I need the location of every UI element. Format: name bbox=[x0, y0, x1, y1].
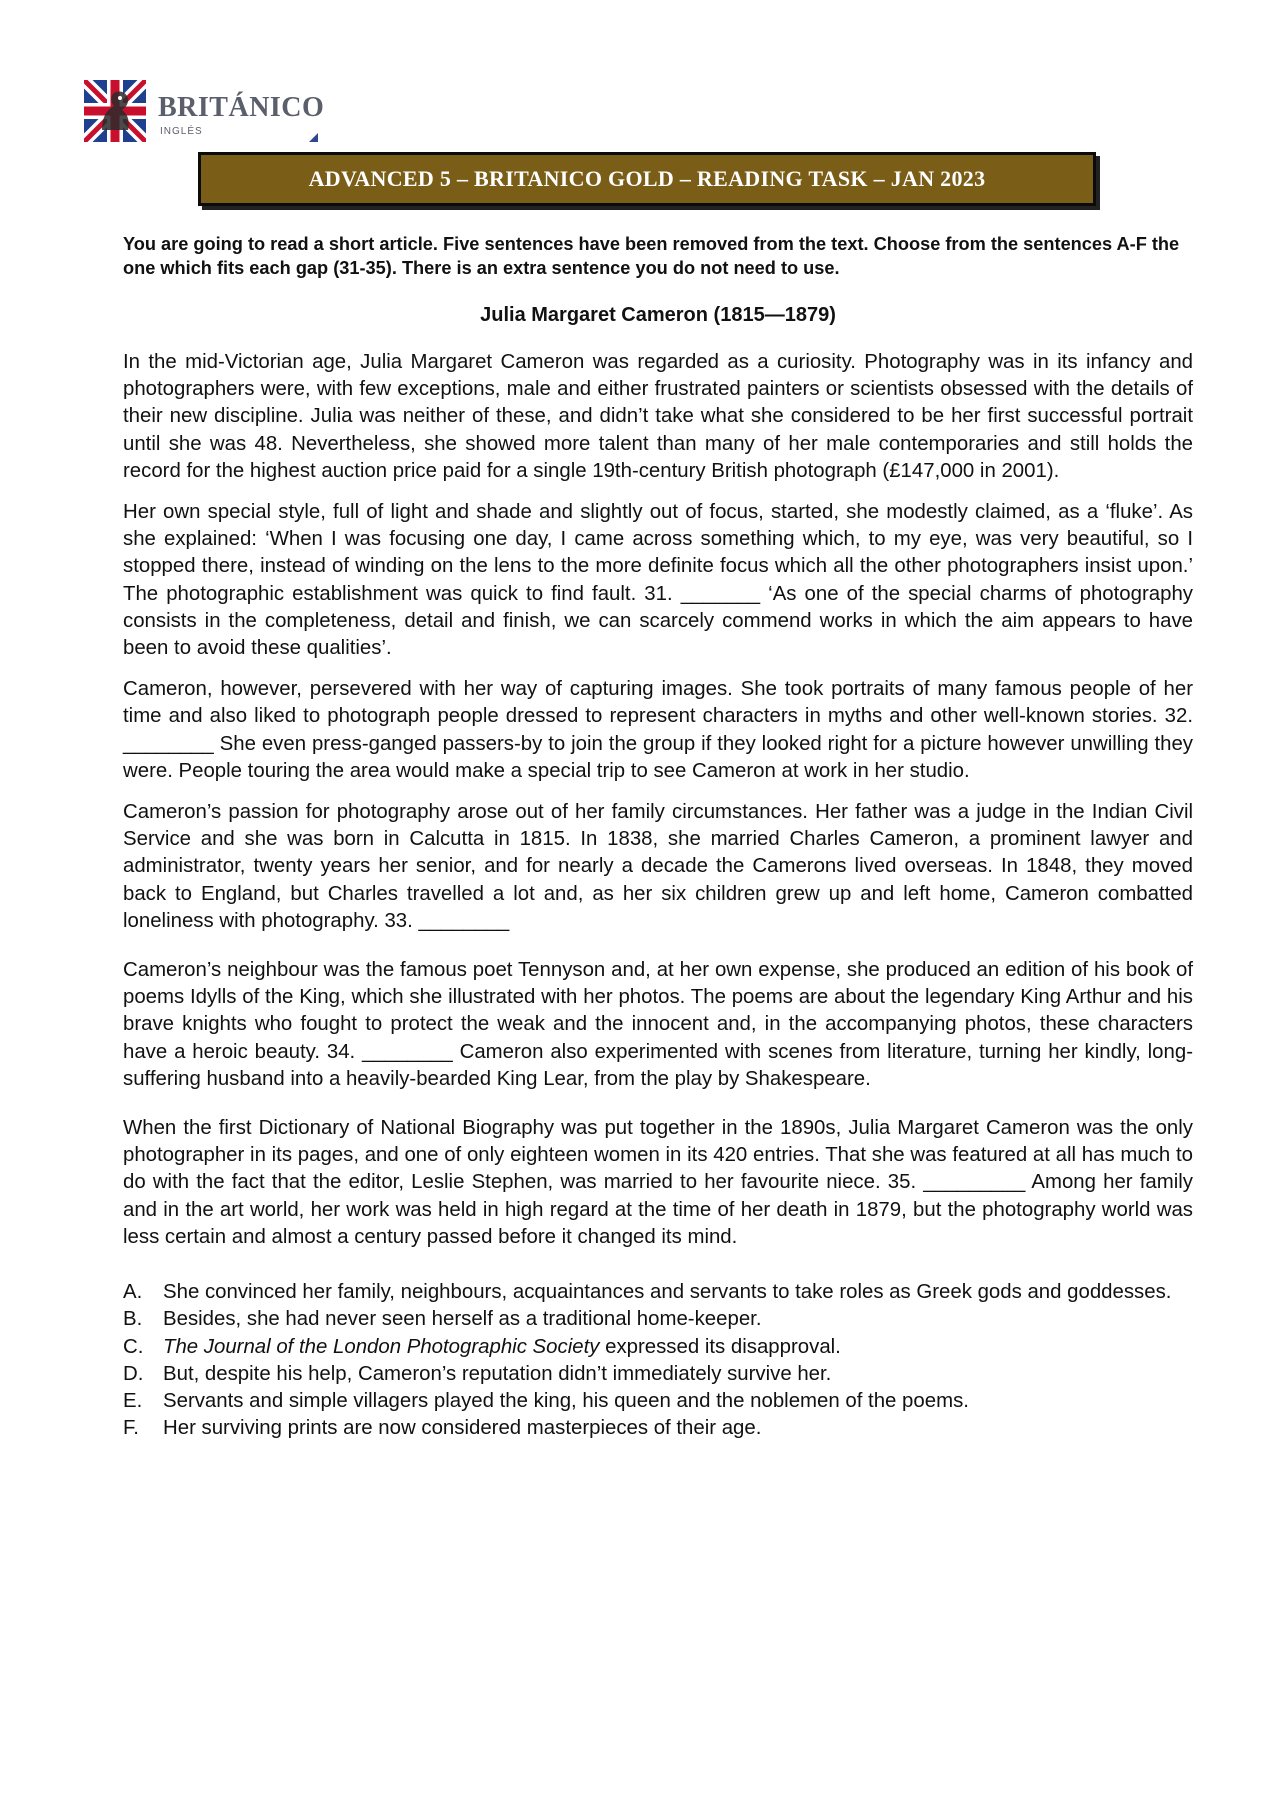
option-text: Servants and simple villagers played the king, his queen and the noblemen of the poems. bbox=[163, 1389, 969, 1412]
article-paragraph-5: Cameron’s neighbour was the famous poet Tennyson and, at her own expense, she produced an edition of his book of poems Idylls of the King, which she illustrated with her photos. The poems are about the legendary King Arthur and his brave knights who fought to protect the weak and the innocent and, in the accompanying photos, these characters have a heroic beauty. 34. ________ Cameron also experimented with scenes from literature, turning her kindly, long-suffering husband into a heavily-bearded King Lear, from the play by Shakespeare. bbox=[123, 959, 1193, 1090]
logo-subtitle: INGLÉS bbox=[160, 126, 203, 137]
banner-title: ADVANCED 5 – BRITANICO GOLD – READING TASK – JAN 2023 bbox=[308, 166, 986, 191]
option-letter: D. bbox=[123, 1362, 144, 1385]
article-paragraph-3: Cameron, however, persevered with her way of capturing images. She took portraits of many famous people of her time and also liked to photograph people dressed to represent characters in myths and other well-known stories. 32. ________ She even press-ganged passers-by to join the group if they looked right for a picture however unwilling they were. People touring the area would make a special trip to see Cameron at work in her studio. bbox=[123, 678, 1193, 782]
article-paragraph-2: Her own special style, full of light and shade and slightly out of focus, started, she modestly claimed, as a ‘fluke’. As she explained: ‘When I was focusing one day, I came across something which, to my eye, was very beautiful, so I stopped there, instead of winding on the lens to the more definite focus which all the other photographers insist upon.’ The photographic establishment was quick to find fault. 31. _______ ‘As one of the special charms of photography consists in the completeness, detail and finish, we can scarcely commend works in which the aim appears to have been to avoid these qualities’. bbox=[123, 501, 1193, 660]
logo-wordmark: BRITÁNICO bbox=[158, 92, 325, 123]
option-text-rest: expressed its disapproval. bbox=[599, 1335, 841, 1358]
option-letter: C. bbox=[123, 1335, 144, 1358]
task-instructions: You are going to read a short article. Five sentences have been removed from the text. Choose from the sentences A-F the one which fits each gap (31-35). There is an extra sentence you do not need to use. bbox=[123, 234, 1180, 278]
option-text: Her surviving prints are now considered masterpieces of their age. bbox=[163, 1417, 762, 1440]
article-paragraph-6: When the first Dictionary of National Biography was put together in the 1890s, Julia Margaret Cameron was the only photographer in its pages, and one of only eighteen women in its 420 entries. That she was featured at all has much to do with the fact that the editor, Leslie Stephen, was married to her favourite niece. 35. _________ Among her family and in the art world, her work was held in high regard at the time of her death in 1879, but the photography world was less certain and almost a century passed before it changed its mind. bbox=[123, 1117, 1193, 1248]
option-e bbox=[123, 1388, 1193, 1415]
article-paragraph-4: Cameron’s passion for photography arose out of her family circumstances. Her father was a judge in the Indian Civil Service and she was born in Calcutta in 1815. In 1838, she married Charles Cameron, a prominent lawyer and administrator, twenty years her senior, and for nearly a decade the Camerons lived overseas. In 1848, they moved back to England, but Charles travelled a lot and, as her six children grew up and left home, Cameron combatted loneliness with photography. 33. ________ bbox=[123, 801, 1193, 932]
option-a bbox=[123, 1279, 1193, 1306]
logo-accent-triangle bbox=[309, 133, 318, 142]
option-text: She convinced her family, neighbours, acquaintances and servants to take roles as Greek gods and goddesses. bbox=[163, 1281, 1172, 1304]
britanico-logo bbox=[84, 80, 324, 146]
option-letter: F. bbox=[123, 1417, 139, 1440]
title-banner bbox=[198, 152, 1096, 206]
option-text bbox=[163, 1334, 1193, 1361]
reading-content bbox=[123, 232, 1193, 1442]
article-paragraph-1: In the mid-Victorian age, Julia Margaret Cameron was regarded as a curiosity. Photography was in its infancy and photographers were, with few exceptions, male and either frustrated painters or scientists obsessed with the details of their new discipline. Julia was neither of these, and didn’t take what she considered to be her first successful portrait until she was 48. Nevertheless, she showed more talent than many of her male contemporaries and still holds the record for the highest auction price paid for a single 19th-century British photograph (£147,000 in 2001). bbox=[123, 351, 1193, 482]
option-letter: A. bbox=[123, 1281, 143, 1304]
answer-options-list bbox=[123, 1279, 1193, 1442]
article-title: Julia Margaret Cameron (1815—1879) bbox=[480, 304, 836, 326]
union-flag-lion-icon bbox=[84, 80, 146, 142]
option-c bbox=[123, 1334, 1193, 1361]
option-letter: E. bbox=[123, 1389, 143, 1412]
option-b bbox=[123, 1306, 1193, 1333]
option-f bbox=[123, 1415, 1193, 1442]
journal-title: The Journal of the London Photographic Society bbox=[163, 1335, 600, 1358]
option-text: Besides, she had never seen herself as a traditional home-keeper. bbox=[163, 1308, 762, 1331]
option-text: But, despite his help, Cameron’s reputation didn’t immediately survive her. bbox=[163, 1362, 832, 1385]
option-letter: B. bbox=[123, 1308, 143, 1331]
option-d bbox=[123, 1361, 1193, 1388]
